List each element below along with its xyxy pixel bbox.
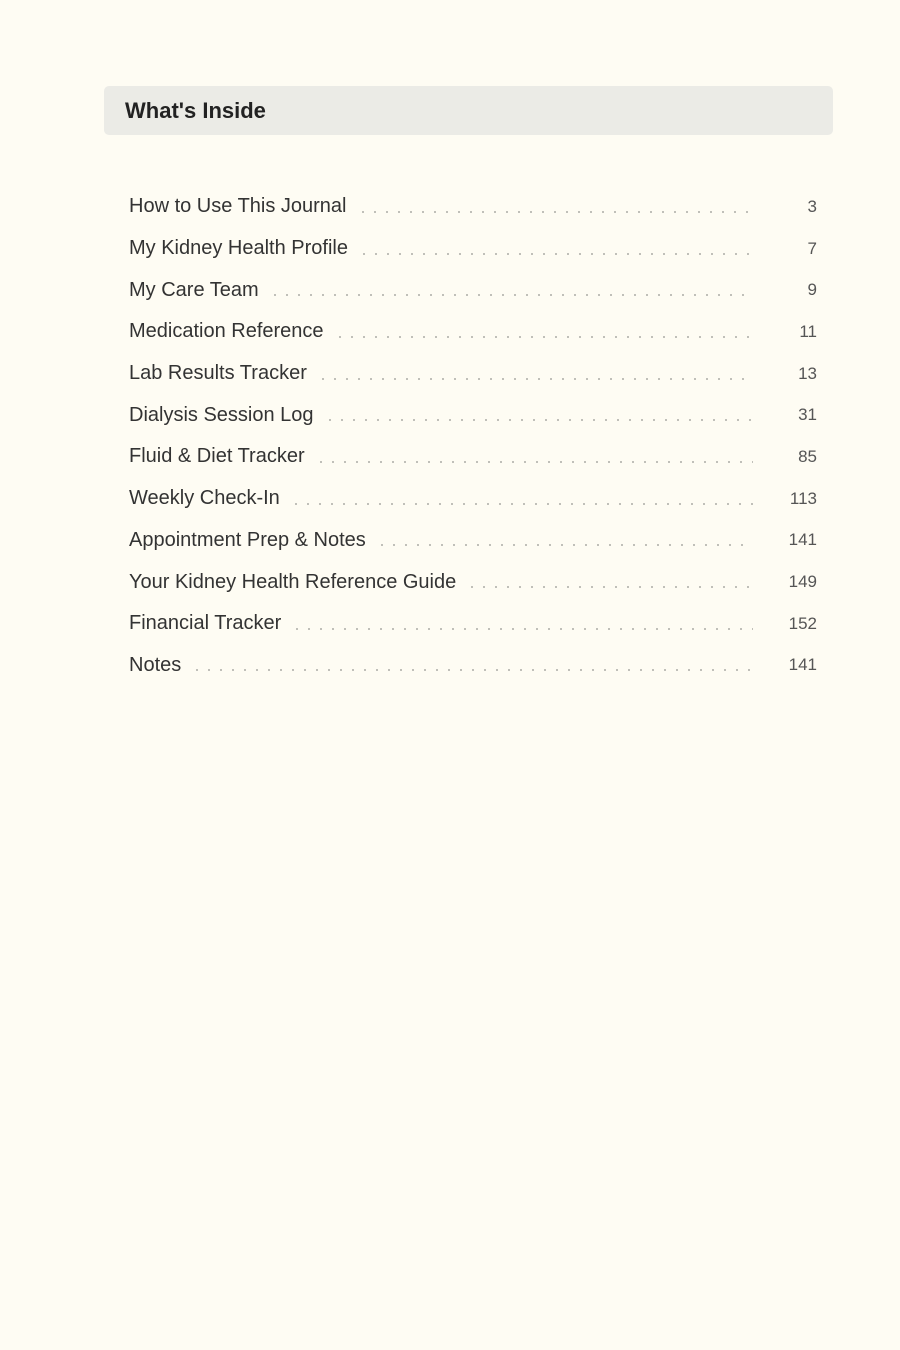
toc-entry-title: How to Use This Journal bbox=[129, 195, 347, 218]
toc-leader-dots bbox=[269, 294, 753, 296]
toc-leader-dots bbox=[317, 378, 753, 380]
toc-leader-dots bbox=[466, 586, 753, 588]
toc-entry-title: Dialysis Session Log bbox=[129, 403, 314, 426]
toc-entry[interactable] bbox=[129, 520, 817, 562]
toc-entry-title: Notes bbox=[129, 653, 182, 676]
toc-entry-title: Medication Reference bbox=[129, 320, 324, 343]
toc-leader-dots bbox=[324, 419, 753, 421]
toc-entry[interactable] bbox=[129, 353, 817, 395]
toc-entry-page: 113 bbox=[789, 488, 817, 508]
toc-entry-title: My Care Team bbox=[129, 278, 259, 301]
toc-entry[interactable] bbox=[129, 269, 817, 311]
toc-leader-dots bbox=[334, 336, 753, 338]
toc-entry-title: Appointment Prep & Notes bbox=[129, 528, 366, 551]
toc-entry-title: Lab Results Tracker bbox=[129, 362, 307, 385]
page-title: What's Inside bbox=[125, 97, 266, 123]
toc-leader-dots bbox=[191, 669, 753, 671]
toc-entry[interactable] bbox=[129, 603, 817, 645]
table-of-contents bbox=[129, 186, 817, 686]
toc-entry[interactable] bbox=[129, 561, 817, 603]
toc-entry-page: 152 bbox=[788, 613, 817, 633]
toc-entry-page: 85 bbox=[798, 446, 817, 466]
toc-entry-page: 9 bbox=[807, 280, 817, 300]
toc-leader-dots bbox=[358, 253, 753, 255]
toc-entry[interactable] bbox=[129, 394, 817, 436]
toc-leader-dots bbox=[290, 503, 753, 505]
toc-entry[interactable] bbox=[129, 228, 817, 270]
toc-leader-dots bbox=[376, 544, 753, 546]
toc-entry-page: 3 bbox=[807, 196, 817, 216]
toc-leader-dots bbox=[357, 211, 754, 213]
toc-entry[interactable] bbox=[129, 478, 817, 520]
toc-entry[interactable] bbox=[129, 311, 817, 353]
toc-entry-page: 149 bbox=[788, 572, 817, 592]
toc-entry[interactable] bbox=[129, 645, 817, 687]
toc-entry-page: 141 bbox=[788, 530, 817, 550]
toc-entry-page: 141 bbox=[788, 655, 817, 675]
toc-entry-title: Weekly Check-In bbox=[129, 487, 280, 510]
toc-leader-dots bbox=[291, 628, 753, 630]
toc-entry-title: Fluid & Diet Tracker bbox=[129, 445, 305, 468]
toc-entry-page: 7 bbox=[807, 238, 817, 258]
toc-entry[interactable] bbox=[129, 186, 817, 228]
toc-entry-title: Financial Tracker bbox=[129, 612, 282, 635]
toc-entry-title: My Kidney Health Profile bbox=[129, 237, 348, 260]
toc-entry-page: 13 bbox=[798, 363, 817, 383]
toc-entry-title: Your Kidney Health Reference Guide bbox=[129, 570, 457, 593]
toc-entry[interactable] bbox=[129, 436, 817, 478]
toc-entry-page: 31 bbox=[798, 405, 817, 425]
toc-leader-dots bbox=[315, 461, 753, 463]
section-header bbox=[104, 86, 833, 135]
toc-entry-page: 11 bbox=[799, 321, 817, 341]
